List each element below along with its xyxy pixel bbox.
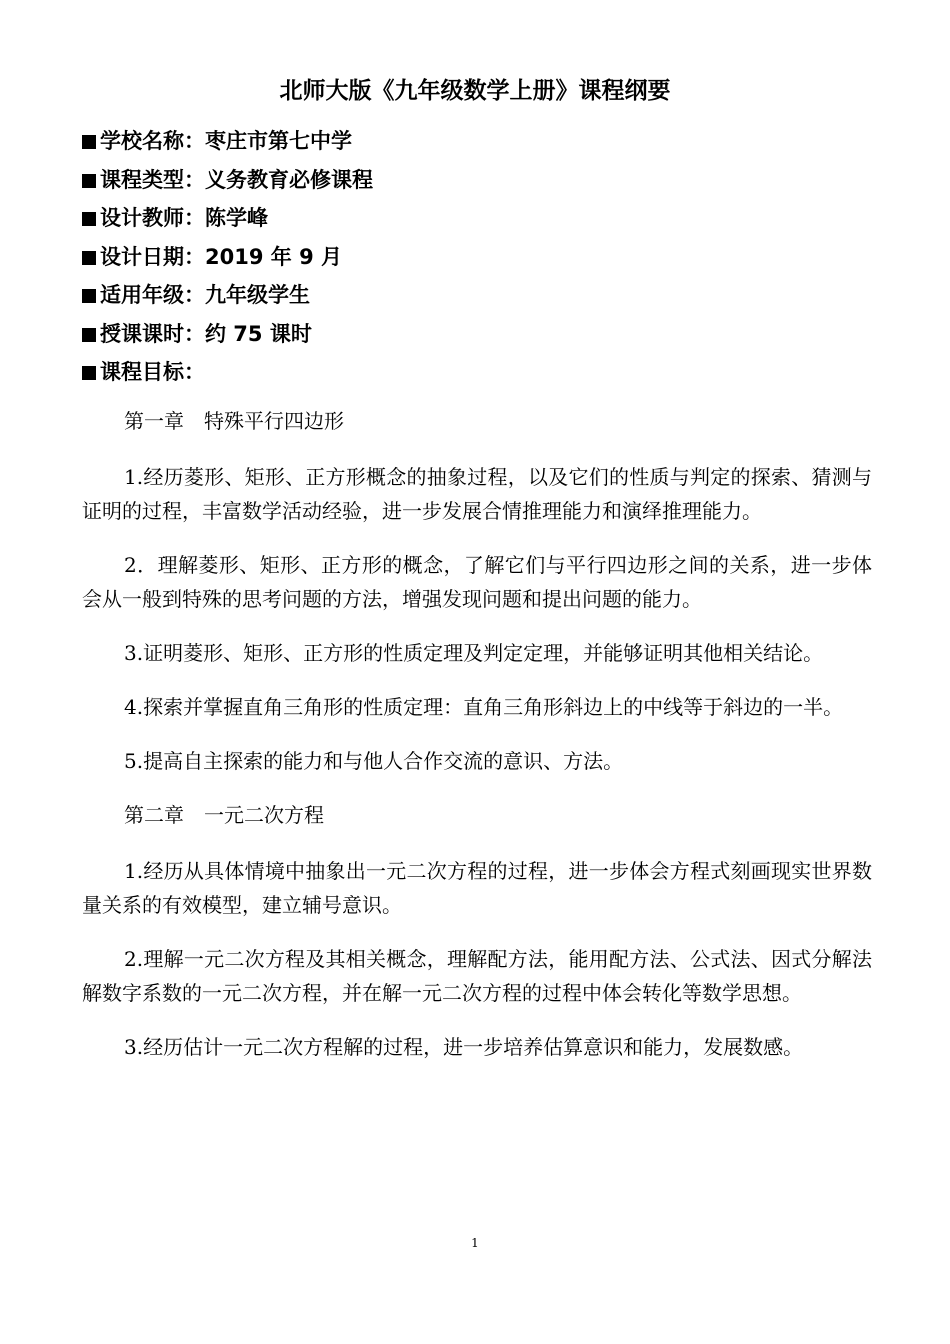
- square-bullet-icon: [82, 251, 96, 265]
- info-value: 陈学峰: [205, 206, 268, 230]
- page-number: 1: [471, 1236, 479, 1250]
- info-teacher: [82, 199, 882, 238]
- objective-paragraph: 2．理解菱形、矩形、正方形的概念，了解它们与平行四边形之间的关系，进一步体会从一般到特殊的思考问题的方法，增强发现问题和提出问题的能力。: [82, 553, 872, 611]
- info-value: 义务教育必修课程: [205, 167, 373, 192]
- info-hours: [82, 315, 882, 354]
- objective-paragraph: 5.提高自主探索的能力和与他人合作交流的意识、方法。: [124, 749, 624, 773]
- objective-paragraph: 3.经历估计一元二次方程解的过程，进一步培养估算意识和能力，发展数感。: [124, 1035, 804, 1059]
- info-value: 2019 年 9 月: [205, 244, 342, 269]
- document-body: [82, 404, 872, 1084]
- square-bullet-icon: [82, 289, 96, 303]
- info-label: 课程目标：: [100, 360, 205, 384]
- info-school: [82, 122, 882, 161]
- info-label: 授课课时：: [100, 321, 205, 346]
- course-info-list: [82, 122, 882, 392]
- objective-paragraph: 3.证明菱形、矩形、正方形的性质定理及判定定理，并能够证明其他相关结论。: [124, 641, 824, 665]
- info-objectives: [82, 353, 882, 392]
- info-value: 约 75 课时: [205, 321, 312, 346]
- info-label: 适用年级：: [100, 283, 205, 307]
- objective-paragraph: 4.探索并掌握直角三角形的性质定理：直角三角形斜边上的中线等于斜边的一半。: [124, 695, 844, 719]
- square-bullet-icon: [82, 366, 96, 380]
- info-value: 枣庄市第七中学: [205, 129, 352, 153]
- square-bullet-icon: [82, 212, 96, 226]
- info-value: 九年级学生: [205, 283, 310, 307]
- square-bullet-icon: [82, 174, 96, 188]
- info-label: 学校名称：: [100, 129, 205, 153]
- info-date: [82, 238, 882, 277]
- chapter-heading: 第二章 一元二次方程: [124, 803, 324, 827]
- info-label: 设计教师：: [100, 206, 205, 230]
- square-bullet-icon: [82, 135, 96, 149]
- objective-paragraph: 1.经历菱形、矩形、正方形概念的抽象过程，以及它们的性质与判定的探索、猜测与证明的过程，丰富数学活动经验，进一步发展合情推理能力和演绎推理能力。: [82, 465, 872, 523]
- info-label: 课程类型：: [100, 167, 205, 192]
- info-course-type: [82, 161, 882, 200]
- square-bullet-icon: [82, 328, 96, 342]
- objective-paragraph: 2.理解一元二次方程及其相关概念，理解配方法，能用配方法、公式法、因式分解法解数字系数的一元二次方程，并在解一元二次方程的过程中体会转化等数学思想。: [82, 947, 872, 1005]
- chapter-heading: 第一章 特殊平行四边形: [124, 409, 344, 433]
- objective-paragraph: 1.经历从具体情境中抽象出一元二次方程的过程，进一步体会方程式刻画现实世界数量关系的有效模型，建立辅号意识。: [82, 859, 872, 917]
- info-label: 设计日期：: [100, 244, 205, 269]
- info-grade: [82, 276, 882, 315]
- document-title: 北师大版《九年级数学上册》课程纲要: [279, 78, 671, 104]
